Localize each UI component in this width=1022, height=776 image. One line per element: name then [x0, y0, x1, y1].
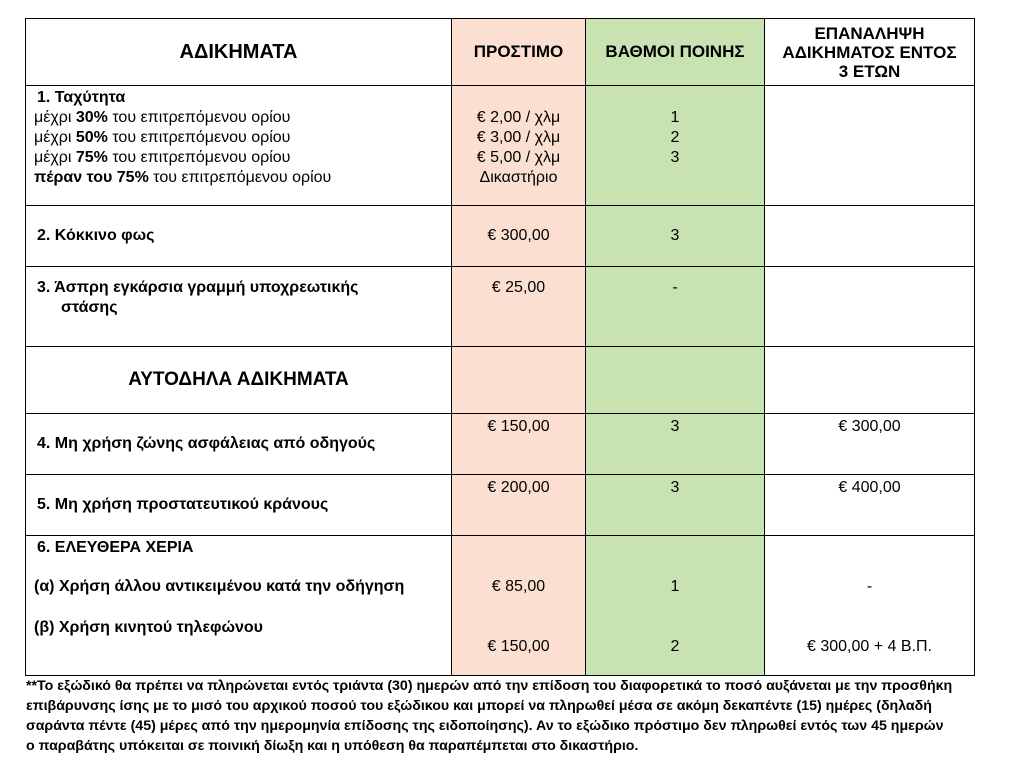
footnote-line-3: σαράντα πέντε (45) μέρες από την ημερομηνία επίδοσης της ειδοποίησης). Αν το εξώδικο πρόστιμο δεν πληρωθεί εντός των 45 ημερών — [26, 718, 944, 734]
auto-offences-title: ΑΥΤΟΔΗΛΑ ΑΔΙΚΗΜΑΤΑ — [26, 347, 452, 414]
hands-free-b-points: 2 — [670, 638, 680, 655]
helmet-points: 3 — [586, 475, 765, 536]
speed-title: 1. Ταχύτητα — [37, 89, 126, 106]
speed-fine-cell — [452, 86, 586, 206]
footnote — [26, 676, 981, 756]
header-repeat-line2: ΑΔΙΚΗΜΑΤΟΣ ΕΝΤΟΣ — [782, 42, 957, 62]
hands-free-b-repeat: € 300,00 + 4 Β.Π. — [807, 638, 932, 655]
stop-line-fine: € 25,00 — [452, 267, 586, 347]
red-light-fine: € 300,00 — [452, 206, 586, 267]
header-offences: ΑΔΙΚΗΜΑΤΑ — [26, 19, 452, 86]
speed-fine-3: € 5,00 / χλμ — [476, 149, 561, 166]
footnote-line-2: επιβάρυνσης ίσης με το μισό του αρχικού ποσού του εξώδικου και μπορεί να πληρωθεί μέσα σε ακόμη δεκαπέντε (15) ημέρες (δηλαδή — [26, 698, 932, 714]
speed-fine-2: € 3,00 / χλμ — [476, 129, 561, 146]
hands-free-b-fine: € 150,00 — [487, 638, 550, 655]
speed-line-3: μέχρι 75% του επιτρεπόμενου ορίου — [34, 149, 291, 166]
speed-line-4: πέραν του 75% του επιτρεπόμενου ορίου — [34, 169, 332, 186]
header-repeat — [765, 19, 975, 86]
speed-points-2: 2 — [670, 129, 680, 146]
speed-offence-cell — [26, 86, 452, 206]
hands-free-points — [586, 536, 765, 676]
hands-free-a-fine: € 85,00 — [491, 578, 546, 595]
speed-repeat-cell — [765, 86, 975, 206]
stop-line-offence — [26, 267, 452, 347]
stop-line-repeat — [765, 267, 975, 347]
auto-offences-row — [26, 347, 975, 414]
helmet-row — [26, 475, 975, 536]
hands-free-b-label: (β) Χρήση κινητού τηλεφώνου — [34, 619, 263, 636]
red-light-row — [26, 206, 975, 267]
speed-line-2: μέχρι 50% του επιτρεπόμενου ορίου — [34, 129, 291, 146]
stop-line-points: - — [586, 267, 765, 347]
header-fine: ΠΡΟΣΤΙΜΟ — [452, 19, 586, 86]
header-repeat-line3: 3 ΕΤΩΝ — [838, 61, 901, 81]
speed-fine-4: Δικαστήριο — [479, 169, 558, 186]
speed-points-3: 3 — [670, 149, 680, 166]
seatbelt-points: 3 — [586, 414, 765, 475]
hands-free-repeat — [765, 536, 975, 676]
hands-free-a-repeat: - — [866, 578, 873, 595]
header-points: ΒΑΘΜΟΙ ΠΟΙΝΗΣ — [586, 19, 765, 86]
footnote-line-4: ο παραβάτης υπόκειται σε ποινική δίωξη και η υπόθεση θα παραπέμπεται στο δικαστήριο. — [26, 738, 639, 754]
speed-fine-1: € 2,00 / χλμ — [476, 109, 561, 126]
seatbelt-repeat: € 300,00 — [765, 414, 975, 475]
hands-free-a-points: 1 — [670, 578, 680, 595]
red-light-points: 3 — [586, 206, 765, 267]
header-row — [26, 19, 975, 86]
speed-points-1: 1 — [670, 109, 680, 126]
stop-line-label-1: 3. Άσπρη εγκάρσια γραμμή υποχρεωτικής — [37, 279, 359, 296]
auto-offences-fine-empty — [452, 347, 586, 414]
hands-free-a-label: (α) Χρήση άλλου αντικειμένου κατά την οδήγηση — [34, 578, 405, 595]
speed-row — [26, 86, 975, 206]
speed-points-cell — [586, 86, 765, 206]
auto-offences-points-empty — [586, 347, 765, 414]
hands-free-fine — [452, 536, 586, 676]
stop-line-label-2: στάσης — [61, 299, 118, 316]
auto-offences-repeat-empty — [765, 347, 975, 414]
fines-table — [25, 18, 975, 676]
hands-free-title: 6. ΕΛΕΥΘΕΡΑ ΧΕΡΙΑ — [37, 539, 194, 556]
helmet-repeat: € 400,00 — [765, 475, 975, 536]
helmet-fine: € 200,00 — [452, 475, 586, 536]
red-light-offence: 2. Κόκκινο φως — [26, 206, 452, 267]
seatbelt-offence: 4. Μη χρήση ζώνης ασφάλειας από οδηγούς — [26, 414, 452, 475]
helmet-offence: 5. Μη χρήση προστατευτικού κράνους — [26, 475, 452, 536]
stop-line-row — [26, 267, 975, 347]
seatbelt-row — [26, 414, 975, 475]
speed-line-1: μέχρι 30% του επιτρεπόμενου ορίου — [34, 109, 291, 126]
footnote-line-1: **Το εξώδικό θα πρέπει να πληρώνεται εντός τριάντα (30) ημερών από την επίδοση του διαφορετικά το ποσό αυξάνεται με την προσθήκη — [26, 678, 953, 694]
seatbelt-fine: € 150,00 — [452, 414, 586, 475]
hands-free-row — [26, 536, 975, 676]
red-light-repeat — [765, 206, 975, 267]
header-repeat-line1: ΕΠΑΝΑΛΗΨΗ — [814, 23, 925, 43]
hands-free-offence — [26, 536, 452, 676]
